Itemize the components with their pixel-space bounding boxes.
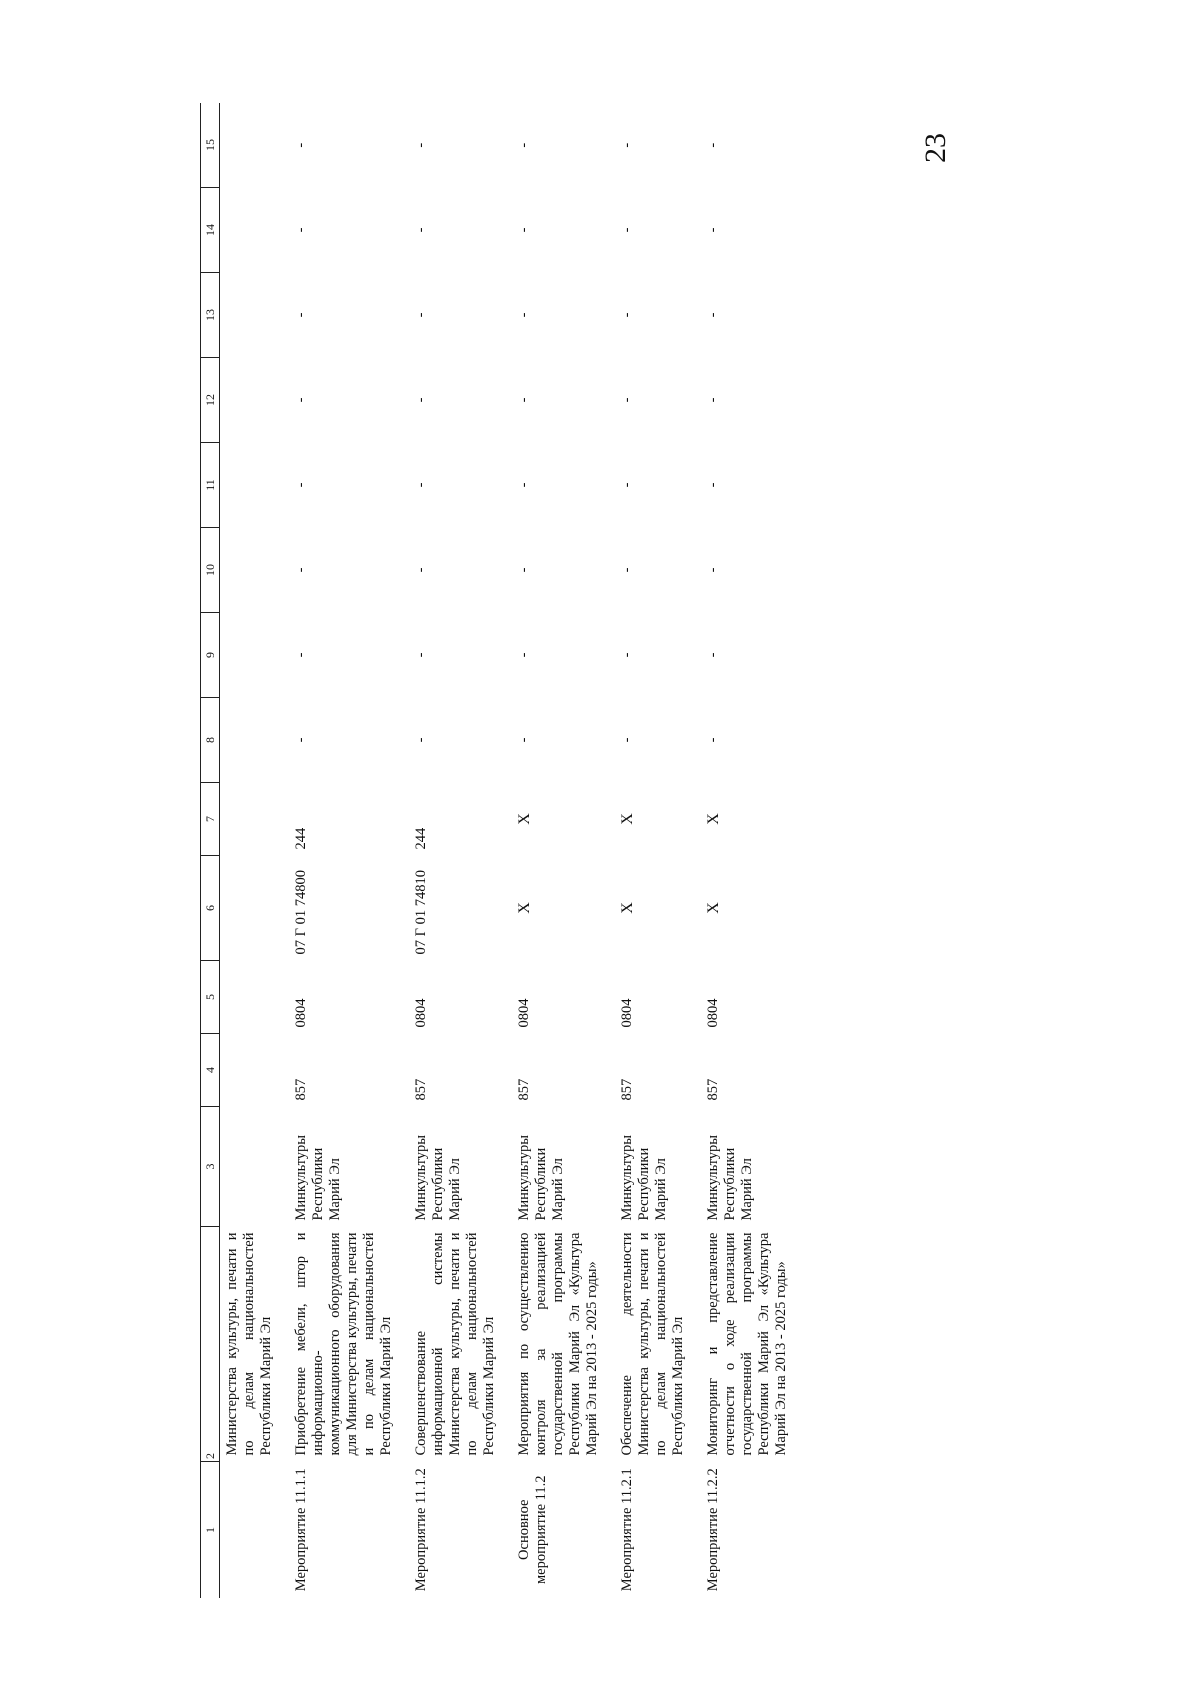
col-header-8: 8 xyxy=(201,698,220,783)
col-header-15: 15 xyxy=(201,103,220,188)
cell-value: - xyxy=(619,737,635,743)
table-row xyxy=(279,103,399,1598)
col-header-6: 6 xyxy=(201,856,220,961)
cell-program-element: Мероприятие 11.1.1 xyxy=(293,1468,309,1592)
cell-code-4: 857 xyxy=(516,1078,532,1101)
cell-code-4: 857 xyxy=(293,1078,309,1101)
cell-executor xyxy=(220,1107,280,1227)
cell-executor: Минкультуры Республики Марий Эл xyxy=(413,1134,463,1221)
cell-code-5: 0804 xyxy=(413,998,429,1028)
col-header-1: 1 xyxy=(201,1462,220,1599)
cell-value: - xyxy=(619,227,635,233)
cell-code-7: X xyxy=(705,813,722,825)
cell-name: Министерства культуры, печати и по делам национальностей Республики Марий Эл xyxy=(224,1232,274,1456)
cell-value: - xyxy=(413,737,429,743)
cell-value xyxy=(220,613,280,698)
cell-value: - xyxy=(413,312,429,318)
cell-value: - xyxy=(293,737,309,743)
cell-code-6: X xyxy=(705,902,722,914)
col-header-4: 4 xyxy=(201,1034,220,1107)
cell-name: Совершенствование информационной системы Министерства культуры, печати и по делам национальностей Республики Марий Эл xyxy=(413,1232,497,1456)
cell-value: - xyxy=(705,312,721,318)
cell-value: - xyxy=(619,482,635,488)
cell-value xyxy=(220,188,280,273)
cell-code-5: 0804 xyxy=(293,998,309,1028)
cell-name: Мероприятия по осуществлению контроля за реализацией государственной программы Республики Марий Эл «Культура Марий Эл на 2013 - 2025 годы» xyxy=(516,1232,600,1456)
cell-executor: Минкультуры Республики Марий Эл xyxy=(293,1134,343,1221)
cell-code-7: 244 xyxy=(413,827,429,850)
cell-value: - xyxy=(705,567,721,573)
cell-value xyxy=(220,443,280,528)
cell-code-6: 07 Г 01 74810 xyxy=(413,869,429,955)
cell-value: - xyxy=(293,142,309,148)
cell-value: - xyxy=(705,482,721,488)
page-number: 23 xyxy=(919,133,952,163)
cell-code-4: 857 xyxy=(413,1078,429,1101)
cell-code-6: 07 Г 01 74800 xyxy=(293,869,309,955)
cell-value xyxy=(220,273,280,358)
cell-value: - xyxy=(413,227,429,233)
col-header-13: 13 xyxy=(201,273,220,358)
cell-value: - xyxy=(413,482,429,488)
cell-value: - xyxy=(619,312,635,318)
cell-value xyxy=(220,698,280,783)
cell-program-element: Основное мероприятие 11.2 xyxy=(516,1475,549,1585)
cell-value: - xyxy=(293,567,309,573)
column-number-row xyxy=(201,103,220,1598)
cell-value: - xyxy=(413,142,429,148)
cell-name: Мониторинг и представление отчетности о ходе реализации государственной программы Республики Марий Эл «Культура Марий Эл на 2013 - 2025 годы» xyxy=(705,1232,789,1456)
cell-executor: Минкультуры Республики Марий Эл xyxy=(516,1134,566,1221)
cell-value xyxy=(220,528,280,613)
col-header-11: 11 xyxy=(201,443,220,528)
cell-value: - xyxy=(619,567,635,573)
col-header-14: 14 xyxy=(201,188,220,273)
cell-value: - xyxy=(619,142,635,148)
cell-program-element: Мероприятие 11.1.2 xyxy=(413,1468,429,1592)
cell-executor: Минкультуры Республики Марий Эл xyxy=(619,1134,669,1221)
cell-code-5: 0804 xyxy=(516,998,532,1028)
cell-code-7 xyxy=(220,783,280,856)
col-header-7: 7 xyxy=(201,783,220,856)
cell-value: - xyxy=(516,652,532,658)
table-row xyxy=(605,103,691,1598)
col-header-5: 5 xyxy=(201,961,220,1034)
table-body xyxy=(220,103,795,1598)
cell-value: - xyxy=(705,142,721,148)
cell-value: - xyxy=(293,397,309,403)
cell-code-7: X xyxy=(619,813,636,825)
cell-value: - xyxy=(705,737,721,743)
cell-code-7: X xyxy=(516,813,533,825)
cell-value: - xyxy=(619,652,635,658)
cell-code-7: 244 xyxy=(293,827,309,850)
cell-value xyxy=(220,103,280,188)
cell-code-4: 857 xyxy=(619,1078,635,1101)
cell-value: - xyxy=(705,397,721,403)
cell-value xyxy=(220,358,280,443)
cell-code-5: 0804 xyxy=(619,998,635,1028)
rotated-table-container xyxy=(200,118,980,1598)
cell-code-6: X xyxy=(516,902,533,914)
col-header-3: 3 xyxy=(201,1107,220,1227)
program-table xyxy=(200,103,794,1598)
cell-value: - xyxy=(293,652,309,658)
cell-value: - xyxy=(516,397,532,403)
cell-value: - xyxy=(413,652,429,658)
cell-value: - xyxy=(413,397,429,403)
cell-value: - xyxy=(516,567,532,573)
table-row xyxy=(399,103,502,1598)
table-row xyxy=(691,103,794,1598)
cell-program-element: Мероприятие 11.2.1 xyxy=(619,1468,635,1592)
cell-code-5 xyxy=(220,961,280,1034)
cell-code-4 xyxy=(220,1034,280,1107)
col-header-12: 12 xyxy=(201,358,220,443)
cell-value: - xyxy=(413,567,429,573)
cell-executor: Минкультуры Республики Марий Эл xyxy=(705,1134,755,1221)
cell-code-6: X xyxy=(619,902,636,914)
cell-value: - xyxy=(516,227,532,233)
col-header-2: 2 xyxy=(201,1227,220,1462)
cell-value: - xyxy=(293,312,309,318)
cell-program-element: Мероприятие 11.2.2 xyxy=(705,1468,721,1592)
cell-code-4: 857 xyxy=(705,1078,721,1101)
cell-value: - xyxy=(293,482,309,488)
cell-code-6 xyxy=(220,856,280,961)
cell-value: - xyxy=(293,227,309,233)
cell-name: Обеспечение деятельности Министерства культуры, печати и по делам национальностей Республики Марий Эл xyxy=(619,1232,686,1456)
cell-value: - xyxy=(705,227,721,233)
col-header-9: 9 xyxy=(201,613,220,698)
cell-value: - xyxy=(516,312,532,318)
cell-value: - xyxy=(619,397,635,403)
cell-name: Приобретение мебели, штор и информационно-коммуникационного оборудования для Министерства культуры, печати и по делам национальностей Республики Марий Эл xyxy=(293,1232,394,1456)
cell-code-5: 0804 xyxy=(705,998,721,1028)
table-row xyxy=(502,103,605,1598)
cell-value: - xyxy=(516,737,532,743)
col-header-10: 10 xyxy=(201,528,220,613)
cell-program-element xyxy=(220,1462,280,1599)
cell-value: - xyxy=(705,652,721,658)
cell-value: - xyxy=(516,482,532,488)
table-header xyxy=(201,103,220,1598)
table-row xyxy=(220,103,280,1598)
cell-value: - xyxy=(516,142,532,148)
